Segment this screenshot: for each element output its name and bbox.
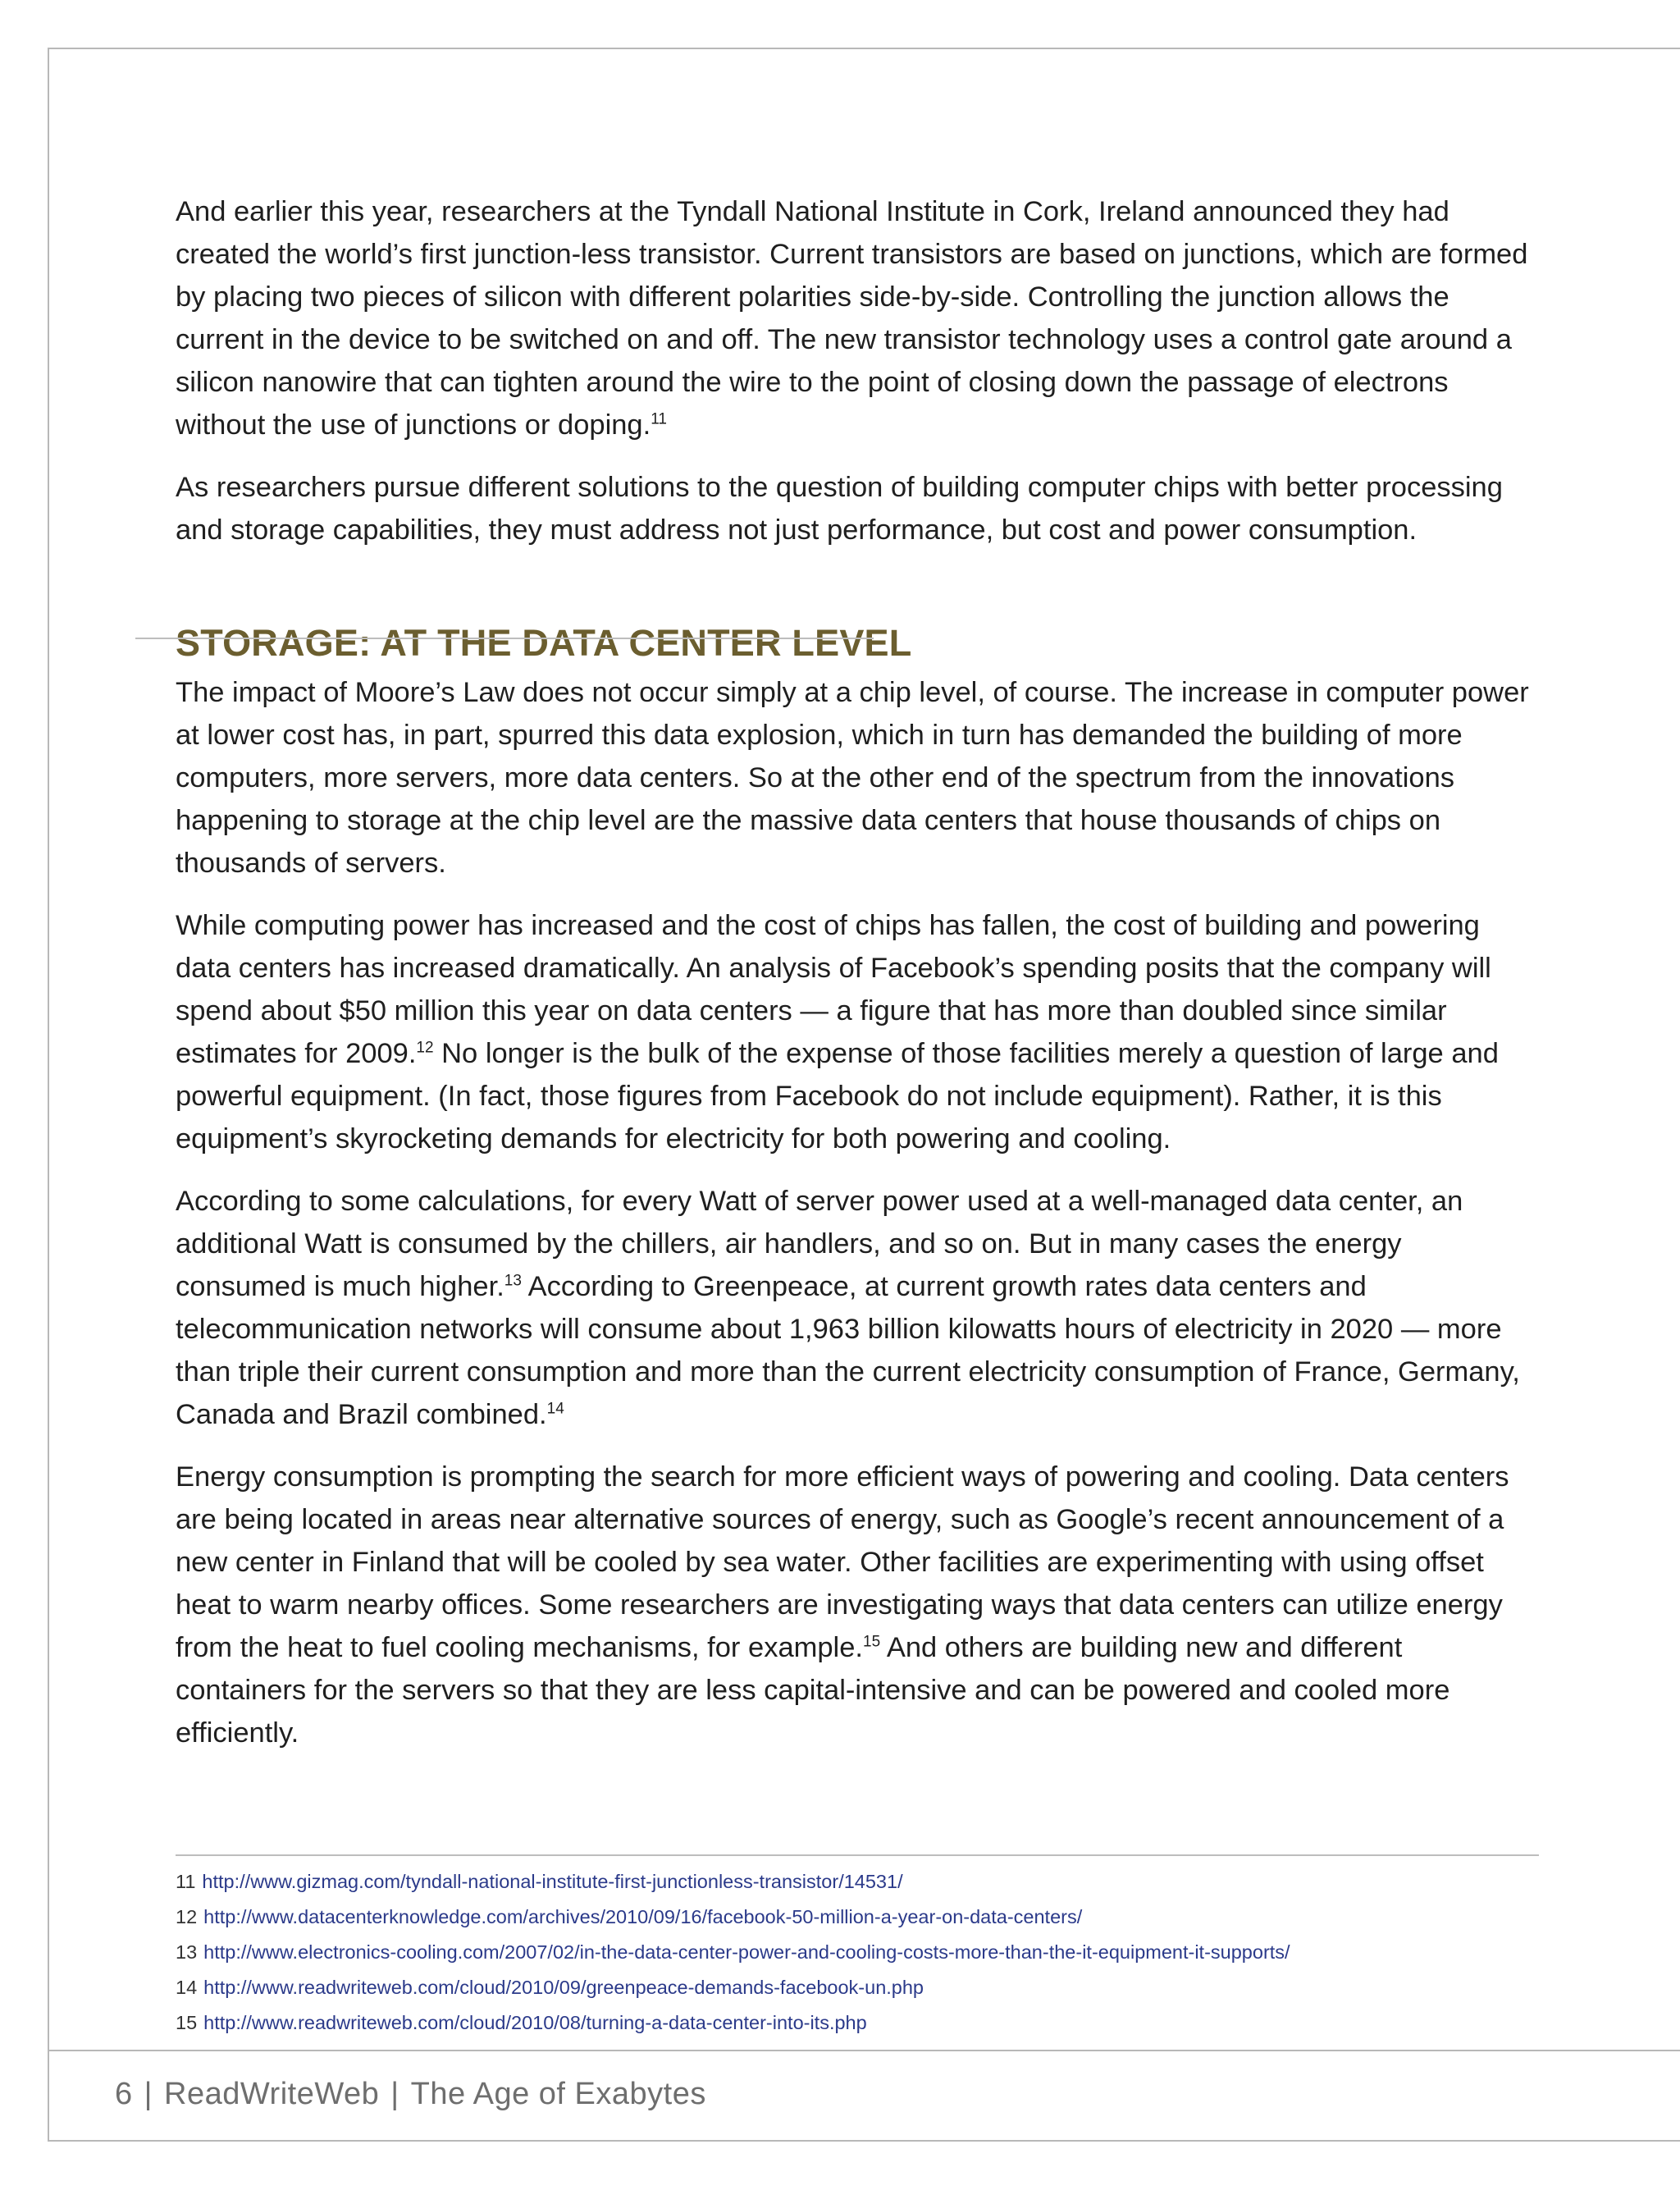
footer-title: The Age of Exabytes bbox=[410, 2077, 706, 2111]
paragraph-moores-law: The impact of Moore’s Law does not occur simply at a chip level, of course. The increase in computer power at lower cost has, in part, spurred this data explosion, which in turn has demanded the building of more computers, more servers, more data centers. So at the other end of the spectrum from the innovations happening to storage at the chip level are the massive data centers that house thousands of chips on thousands of servers. bbox=[176, 677, 1529, 879]
main-content bbox=[176, 190, 1537, 1774]
page-number: 6 bbox=[115, 2077, 133, 2111]
footnote-link[interactable]: http://www.readwriteweb.com/cloud/2010/09/greenpeace-demands-facebook-un.php bbox=[203, 1977, 924, 1998]
footnote-item bbox=[176, 1864, 1554, 1900]
footer-separator: | bbox=[144, 2077, 153, 2111]
footnote-number: 11 bbox=[176, 1871, 196, 1892]
section-divider bbox=[135, 638, 874, 639]
paragraph-junctionless-transistor: And earlier this year, researchers at the Tyndall National Institute in Cork, Ireland announced they had created the world’s first junction-less transistor. Current transistors are based on junctions, which are formed by placing two pieces of silicon with different polarities side-by-side. Controlling the junction allows the current in the device to be switched on and off. The new transistor technology uses a control gate around a silicon nanowire that can tighten around the wire to the point of closing down the passage of electrons without the use of junctions or doping.$^{11}$ bbox=[176, 196, 1528, 441]
footnote-item bbox=[176, 1900, 1554, 1935]
footnote-ref-15: 15 bbox=[863, 1633, 881, 1651]
footnote-ref-14: 14 bbox=[546, 1400, 564, 1418]
footnote-item bbox=[176, 2005, 1554, 2041]
footnote-number: 12 bbox=[176, 1906, 198, 1927]
paragraph-energy-calculations: According to some calculations, for every Watt of server power used at a well-managed data center, an additional Watt is consumed by the chillers, air handlers, and so on. But in many cases the energy consumed is much higher.$^{13}$ According to Greenpeace, at current growth rates data centers and telecommunication networks will consume about 1,963 billion kilowatts hours of electricity in 2020 — more than triple their current consumption and more than the current electricity consumption of France, Germany, Canada and Brazil combined.$^{14}$ bbox=[176, 1186, 1520, 1430]
footnote-ref-12: 12 bbox=[416, 1039, 434, 1057]
paragraph-cost-and-power: As researchers pursue different solutions to the question of building computer chips with better processing and storage capabilities, they must address not just performance, but cost and power consumption. bbox=[176, 472, 1503, 546]
paragraph-energy-efficiency: Energy consumption is prompting the search for more efficient ways of powering and cooling. Data centers are being located in areas near alternative sources of energy, such as Google’s recent announcement of a new center in Finland that will be cooled by sea water. Other facilities are experimenting with using offset heat to warm nearby offices. Some researchers are investigating ways that data centers can utilize energy from the heat to fuel cooling mechanisms, for example.$^{15}$ And others are building new and different containers for the servers so that they are less capital-intensive and can be powered and cooled more efficiently. bbox=[176, 1461, 1509, 1749]
paragraph-facebook-spending: While computing power has increased and the cost of chips has fallen, the cost of building and powering data centers has increased dramatically. An analysis of Facebook’s spending posits that the company will spend about $50 million this year on data centers — a figure that has more than doubled since similar estimates for 2009.12 No longer is the bulk of the expense of those facilities merely a question of large and powerful equipment. (In fact, those figures from Facebook do not include equipment). Rather, it is this equipment’s skyrocketing demands for electricity for both powering and cooling. bbox=[176, 910, 1499, 1154]
footer-separator: | bbox=[390, 2077, 399, 2111]
footer-publisher: ReadWriteWeb bbox=[164, 2077, 380, 2111]
footnote-number: 13 bbox=[176, 1941, 198, 1963]
footnote-number: 14 bbox=[176, 1977, 198, 1998]
footnote-item bbox=[176, 1970, 1554, 2005]
footnote-ref-11: 11 bbox=[651, 410, 667, 428]
footnote-link[interactable]: http://www.readwriteweb.com/cloud/2010/08/turning-a-data-center-into-its.php bbox=[203, 2012, 867, 2033]
footnote-ref-13: 13 bbox=[504, 1272, 522, 1290]
footnote-link[interactable]: http://www.datacenterknowledge.com/archives/2010/09/16/facebook-50-million-a-year-on-data-centers/ bbox=[203, 1906, 1083, 1927]
section-heading: STORAGE: AT THE DATA CENTER LEVEL bbox=[176, 622, 912, 664]
footnotes-divider bbox=[176, 1854, 1539, 1856]
footnote-link[interactable]: http://www.electronics-cooling.com/2007/02/in-the-data-center-power-and-cooling-costs-more-than-the-it-equipment-it-supports/ bbox=[203, 1941, 1290, 1963]
footnotes-list bbox=[176, 1864, 1554, 2041]
footnote-number: 15 bbox=[176, 2012, 198, 2033]
footnote-item bbox=[176, 1935, 1554, 1970]
page-footer bbox=[115, 2077, 706, 2112]
footer-divider bbox=[48, 2050, 1680, 2051]
footnote-link[interactable]: http://www.gizmag.com/tyndall-national-institute-first-junctionless-transistor/14531/ bbox=[202, 1871, 903, 1892]
